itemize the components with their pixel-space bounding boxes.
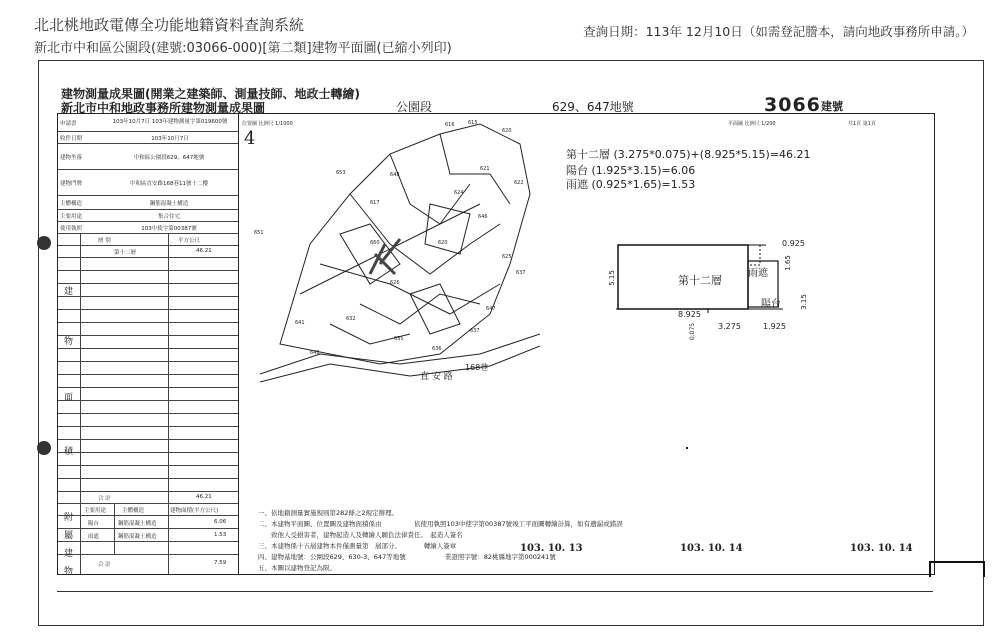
side-label: 面 <box>64 393 74 403</box>
lot-label: 647 <box>486 306 496 312</box>
lot-label: 636 <box>432 346 442 352</box>
dim-label: 8.925 <box>678 310 701 319</box>
lot-label: 648 <box>390 172 400 178</box>
canopy-label: 雨遮 <box>748 268 768 279</box>
table-row: 使用執照 103中使字第00387號 <box>58 222 238 234</box>
note-line: 一、依地籍測量實施規則第282條之2規定辦理。 <box>258 509 399 517</box>
note-line: 致他人受損害者，建物起造人及轉繪人願負法律責任。 起造人簽名 <box>258 531 463 539</box>
lot-label: 637 <box>470 328 480 334</box>
calc-line: 第十二層 (3.275*0.075)+(8.925*5.15)=46.21 <box>566 148 811 161</box>
side-label: 積 <box>64 447 74 457</box>
lot-label: 660 <box>370 240 380 246</box>
calc-line: 陽台 (1.925*3.15)=6.06 <box>566 164 696 177</box>
note-line: 三、本建物係十五層建物本件僅測量第 層部分。 轉繪人簽章 <box>258 542 457 550</box>
building-number: 3066 <box>764 94 821 116</box>
lot-label: 621 <box>480 166 490 172</box>
attach-side-label: 建 <box>64 549 74 559</box>
side-label: 建 <box>64 287 74 297</box>
table-row: 建物坐落 中和區公園段629、647地號 <box>58 144 238 170</box>
floor-plan <box>608 239 808 349</box>
punch-hole <box>37 441 51 455</box>
lot-label: 617 <box>370 200 380 206</box>
dim-label: 1.65 <box>783 255 792 271</box>
lot-label: 651 <box>254 230 264 236</box>
dim-label: 3.275 <box>718 322 741 331</box>
attach-side-label: 附 <box>64 513 74 523</box>
lot-label: 626 <box>390 280 400 286</box>
dim-label: 0.075 <box>689 322 697 341</box>
road-number: 168巷 <box>465 363 489 372</box>
lot-label: 653 <box>336 170 346 176</box>
scanned-document <box>38 60 984 626</box>
page-count: 共1頁 第1頁 <box>848 121 876 127</box>
area-header-row: 層 別 平方公尺 <box>58 234 238 246</box>
attach-side-label: 物 <box>64 567 74 577</box>
lot-label: 635 <box>394 336 404 342</box>
lot-label: 620 <box>502 128 512 134</box>
balcony-label: 陽台 <box>761 299 781 310</box>
floor-label: 第十二層 <box>678 274 722 287</box>
lot-label: 648 <box>310 350 320 356</box>
lot-label: 637 <box>516 270 526 276</box>
attach-total-row: 合 計 7.59 <box>98 560 227 568</box>
handwritten-number: 4 <box>244 128 256 149</box>
date-stamp: 103. 10. 14 <box>850 543 913 554</box>
area-total-row: 合 計 46.21 <box>58 492 238 504</box>
lot-label: 615 <box>468 120 478 126</box>
building-number-suffix: 建號 <box>821 100 843 113</box>
road-name: 直 安 路 <box>420 372 453 382</box>
survey-frame <box>57 113 935 575</box>
attach-side-label: 屬 <box>64 531 74 541</box>
lot-label: 616 <box>445 122 455 128</box>
lot-label: 625 <box>502 254 512 260</box>
lot-number: 629、647地號 <box>552 100 634 114</box>
punch-hole <box>37 236 51 250</box>
attach-header-row: 主要用途 主體構造 建物面積(平方公尺) <box>58 504 238 516</box>
dim-label: 0.925 <box>782 239 805 248</box>
table-row: 主要用途 集合住宅 <box>58 210 238 222</box>
doc-title-1: 建物測量成果圖(開業之建築師、測量技師、地政士轉繪) <box>61 87 360 101</box>
system-title: 北北桃地政電傳全功能地籍資料查詢系統 <box>34 16 305 34</box>
corner-stamp <box>929 561 985 577</box>
dim-label: 1.925 <box>763 322 786 331</box>
lot-label: 624 <box>454 190 464 196</box>
lot-label: 646 <box>478 214 488 220</box>
query-date: 查詢日期：113年 12月10日（如需登記謄本，請向地政事務所申請。） <box>583 24 974 39</box>
table-row: 主體構造 鋼筋混凝土構造 <box>58 196 238 210</box>
attach-row: 雨遮 鋼筋混凝土構造 1.53 <box>58 529 238 542</box>
calc-line: 雨遮 (0.925*1.65)=1.53 <box>566 178 696 191</box>
date-stamp: 103. 10. 13 <box>520 543 583 554</box>
page-subtitle: 新北市中和區公園段(建號:03066-000)[第二類]建物平面圖(已縮小列印) <box>34 41 452 56</box>
table-row: 申請書 103年10月7日 103年建物測量字第019600號 <box>58 114 238 132</box>
notes <box>258 508 623 574</box>
doc-title-2: 新北市中和地政事務所建物測量成果圖 <box>61 101 266 115</box>
attach-row: 陽台 鋼筋混凝土構造 6.06 <box>58 516 238 529</box>
area-row: 第十二層 46.21 <box>58 246 238 258</box>
note-line: 五、本圖以建物登記為限。 <box>258 564 336 572</box>
plan-scale: 平面圖 比例尺 1/200 <box>728 121 776 127</box>
note-line: 四、建物基地號：公園段629、630-3、647等地號 業證照字號：82桃縣地字第000241號 <box>258 553 556 561</box>
side-label: 物 <box>64 337 74 347</box>
section-name: 公園段 <box>396 100 433 114</box>
note-line: 二、本建物平面圖、位置圖及建物面積係由 依使用執照103中使字第00387號竣工平面圖轉繪計算，如有遺漏或錯誤 <box>258 520 623 528</box>
date-stamp: 103. 10. 14 <box>680 543 743 554</box>
map-scale: 位置圖 比例尺 1/1000 <box>242 121 293 127</box>
info-table <box>58 114 239 577</box>
dim-label: 5.15 <box>607 270 616 286</box>
table-row: 建物門牌 中和區直安路168巷11號十二樓 <box>58 170 238 196</box>
dim-label: 3.15 <box>799 294 808 310</box>
lot-label: 622 <box>514 180 524 186</box>
lot-label: 632 <box>346 316 356 322</box>
location-map <box>240 114 540 384</box>
lot-label: 641 <box>295 320 305 326</box>
lot-label: 620 <box>438 240 448 246</box>
table-row: 收件日期 103年10月7日 <box>58 132 238 144</box>
